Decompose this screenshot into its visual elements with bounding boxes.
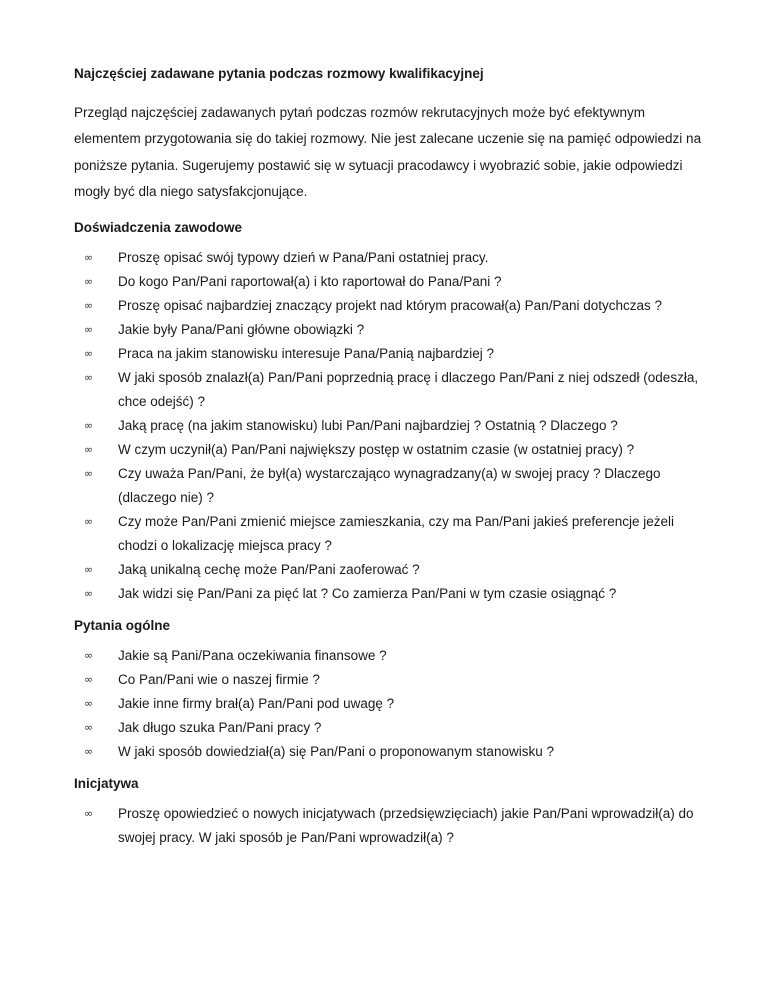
question-list: [74, 644, 714, 764]
question-text: Proszę opisać swój typowy dzień w Pana/Pani ostatniej pracy.: [118, 249, 489, 265]
bullet-icon: ∞: [84, 806, 94, 820]
question-text: Czy uważa Pan/Pani, że był(a) wystarczająco wynagradzany(a) w swojej pracy ? Dlaczego (dlaczego nie) ?: [118, 465, 661, 505]
question-text: Jak długo szuka Pan/Pani pracy ?: [118, 719, 322, 735]
bullet-icon: ∞: [84, 514, 94, 528]
question-list: [74, 802, 714, 850]
question-list: [74, 246, 714, 606]
question-text: Praca na jakim stanowisku interesuje Pana/Panią najbardziej ?: [118, 345, 494, 361]
question-text: Do kogo Pan/Pani raportował(a) i kto raportował do Pana/Pani ?: [118, 273, 502, 289]
question-text: Proszę opowiedzieć o nowych inicjatywach (przedsięwzięciach) jakie Pan/Pani wprowadził(a) do swojej pracy. W jaki sposób je Pan/Pani wprowadził(a) ?: [118, 805, 694, 845]
bullet-icon: ∞: [84, 696, 94, 710]
list-item: [74, 462, 714, 510]
list-item: [74, 342, 714, 366]
bullet-icon: ∞: [84, 370, 94, 384]
list-item: [74, 414, 714, 438]
question-text: Jakie były Pana/Pani główne obowiązki ?: [118, 321, 365, 337]
bullet-icon: ∞: [84, 562, 94, 576]
sections-container: [74, 218, 714, 850]
question-text: W czym uczynił(a) Pan/Pani największy postęp w ostatnim czasie (w ostatniej pracy) ?: [118, 441, 635, 457]
question-text: Czy może Pan/Pani zmienić miejsce zamieszkania, czy ma Pan/Pani jakieś preferencje jeżeli chodzi o lokalizację miejsca pracy ?: [118, 513, 674, 553]
bullet-icon: ∞: [84, 586, 94, 600]
question-text: Jakie są Pani/Pana oczekiwania finansowe ?: [118, 647, 387, 663]
bullet-icon: ∞: [84, 720, 94, 734]
question-text: Jaką unikalną cechę może Pan/Pani zaoferować ?: [118, 561, 420, 577]
list-item: [74, 294, 714, 318]
list-item: [74, 438, 714, 462]
document-page: [74, 64, 714, 860]
list-item: [74, 802, 714, 850]
bullet-icon: ∞: [84, 274, 94, 288]
list-item: [74, 246, 714, 270]
bullet-icon: ∞: [84, 346, 94, 360]
section: [74, 616, 714, 764]
document-title: Najczęściej zadawane pytania podczas rozmowy kwalifikacyjnej: [74, 66, 484, 81]
list-item: [74, 644, 714, 668]
bullet-icon: ∞: [84, 250, 94, 264]
question-text: W jaki sposób dowiedział(a) się Pan/Pani o proponowanym stanowisku ?: [118, 743, 554, 759]
question-text: Co Pan/Pani wie o naszej firmie ?: [118, 671, 320, 687]
question-text: Proszę opisać najbardziej znaczący projekt nad którym pracował(a) Pan/Pani dotychczas ?: [118, 297, 663, 313]
list-item: [74, 558, 714, 582]
section-heading: Pytania ogólne: [74, 617, 171, 633]
bullet-icon: ∞: [84, 298, 94, 312]
question-text: W jaki sposób znalazł(a) Pan/Pani poprzednią pracę i dlaczego Pan/Pani z niej odszedł (odeszła, chce odejść) ?: [118, 369, 699, 409]
bullet-icon: ∞: [84, 648, 94, 662]
section-heading: Doświadczenia zawodowe: [74, 219, 243, 235]
question-text: Jaką pracę (na jakim stanowisku) lubi Pan/Pani najbardziej ? Ostatnią ? Dlaczego ?: [118, 417, 618, 433]
bullet-icon: ∞: [84, 672, 94, 686]
bullet-icon: ∞: [84, 418, 94, 432]
list-item: [74, 716, 714, 740]
section-heading: Inicjatywa: [74, 775, 139, 791]
list-item: [74, 270, 714, 294]
bullet-icon: ∞: [84, 744, 94, 758]
list-item: [74, 318, 714, 342]
bullet-icon: ∞: [84, 466, 94, 480]
list-item: [74, 668, 714, 692]
list-item: [74, 582, 714, 606]
list-item: [74, 366, 714, 414]
section: [74, 774, 714, 850]
list-item: [74, 692, 714, 716]
list-item: [74, 740, 714, 764]
bullet-icon: ∞: [84, 442, 94, 456]
list-item: [74, 510, 714, 558]
question-text: Jakie inne firmy brał(a) Pan/Pani pod uwagę ?: [118, 695, 395, 711]
question-text: Jak widzi się Pan/Pani za pięć lat ? Co zamierza Pan/Pani w tym czasie osiągnąć ?: [118, 585, 617, 601]
intro-paragraph: Przegląd najczęściej zadawanych pytań podczas rozmów rekrutacyjnych może być efektywnym elementem przygotowania się do takiej rozmowy. Nie jest zalecane uczenie się na pamięć odpowiedzi na poniższe pytania. Sugerujemy postawić się w sytuacji pracodawcy i wyobrazić sobie, jakie odpowiedzi mogły być dla niego satysfakcjonujące.: [74, 105, 702, 200]
bullet-icon: ∞: [84, 322, 94, 336]
section: [74, 218, 714, 606]
